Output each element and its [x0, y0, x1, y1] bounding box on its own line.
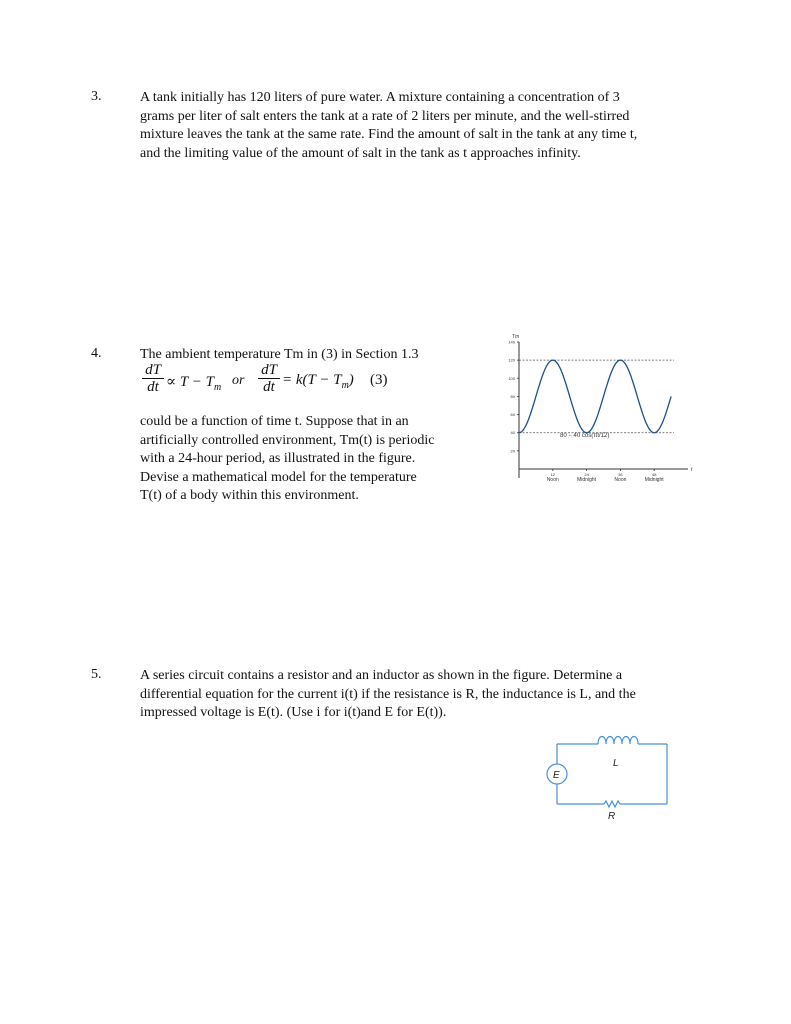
problem-5-line: impressed voltage is E(t). (Use i for i(t)and E for E(t)).: [140, 705, 447, 720]
problem-5-number: 5.: [91, 667, 102, 682]
y-tick-label: 140: [508, 339, 515, 345]
x-tick-label: 48: [651, 472, 657, 477]
x-ticks: [547, 469, 664, 483]
problem-3-line: grams per liter of salt enters the tank at a rate of 2 liters per minute, and the well-stirred: [140, 108, 630, 124]
x-tick-sublabel: Noon: [546, 477, 559, 483]
problem-5-line: differential equation for the current i(t) if the resistance is R, the inductance is L, and the: [140, 686, 636, 702]
source-label: E: [553, 770, 560, 781]
ambient-temperature-chart: [500, 330, 700, 485]
x-tick-label: 12: [550, 472, 556, 477]
y-tick-label: 80: [510, 393, 515, 399]
y-tick-label: 40: [510, 430, 515, 436]
problem-3-line: mixture leaves the tank at the same rate. Find the amount of salt in the tank at any time t,: [140, 127, 638, 142]
equation-or: or: [232, 373, 245, 388]
y-tick-label: 60: [510, 412, 515, 418]
rl-circuit-diagram: [538, 728, 678, 823]
equation-fraction-right: [258, 362, 280, 395]
x-tick-label: 24: [584, 472, 589, 477]
problem-4-text: [140, 413, 434, 506]
y-ticks: [508, 340, 519, 454]
fraction-denominator: dt: [263, 379, 275, 395]
y-tick-label: 20: [510, 448, 515, 454]
problem-3-number: 3.: [91, 89, 102, 104]
x-tick-sublabel: Noon: [614, 477, 627, 483]
problem-5-line: A series circuit contains a resistor and an inductor as shown in the figure. Determine a: [140, 668, 623, 683]
equation-rhs-close: ): [348, 372, 354, 388]
y-tick-label: 120: [508, 357, 515, 363]
x-tick-sublabel: Midnight: [644, 477, 664, 483]
resistor-label: R: [608, 811, 616, 822]
equation-rhs-text: = k(T − T: [282, 372, 342, 388]
problem-3-text: [140, 89, 637, 163]
equation-label: (3): [370, 372, 388, 388]
problem-4-line: could be a function of time t. Suppose that in an: [140, 414, 409, 429]
equation-proportional: [166, 372, 221, 393]
fraction-numerator: dT: [261, 362, 277, 378]
inductor-coil: [598, 737, 638, 745]
problem-4-line: with a 24-hour period, as illustrated in the figure.: [140, 451, 416, 466]
problem-4-number: 4.: [91, 346, 102, 361]
problem-4-line: T(t) of a body within this environment.: [140, 488, 359, 503]
problem-4-line: artificially controlled environment, Tm(t) is periodic: [140, 432, 435, 448]
problem-5-text: [140, 667, 636, 723]
problem-4-intro-line: The ambient temperature Tm in (3) in Section 1.3: [140, 347, 419, 362]
reference-lines: [519, 360, 674, 433]
x-tick-label: 36: [618, 472, 623, 477]
inductor-label: L: [613, 758, 619, 769]
x-axis-label: t: [691, 467, 693, 473]
newton-cooling-equation: [140, 362, 440, 410]
equation-fraction-left: [142, 362, 164, 395]
equation-rhs: [282, 372, 354, 391]
x-tick-sublabel: Midnight: [577, 477, 597, 483]
problem-4-line: Devise a mathematical model for the temperature: [140, 469, 417, 485]
fraction-numerator: dT: [145, 362, 161, 378]
function-annotation: 80 − 40 cos(πt/12): [560, 433, 610, 439]
problem-3-line: A tank initially has 120 liters of pure water. A mixture containing a concentration of 3: [140, 90, 620, 105]
series-line-tm: [519, 360, 671, 433]
problem-3-line: and the limiting value of the amount of salt in the tank as t approaches infinity.: [140, 145, 581, 161]
equation-subscript: m: [213, 382, 222, 393]
resistor-zigzag: [604, 801, 620, 807]
equation-proportional-text: ∝ T − T: [166, 374, 214, 390]
y-tick-label: 100: [508, 375, 515, 381]
fraction-denominator: dt: [147, 379, 159, 395]
equation-subscript: m: [341, 380, 349, 391]
y-axis-label: Tm: [512, 334, 520, 340]
